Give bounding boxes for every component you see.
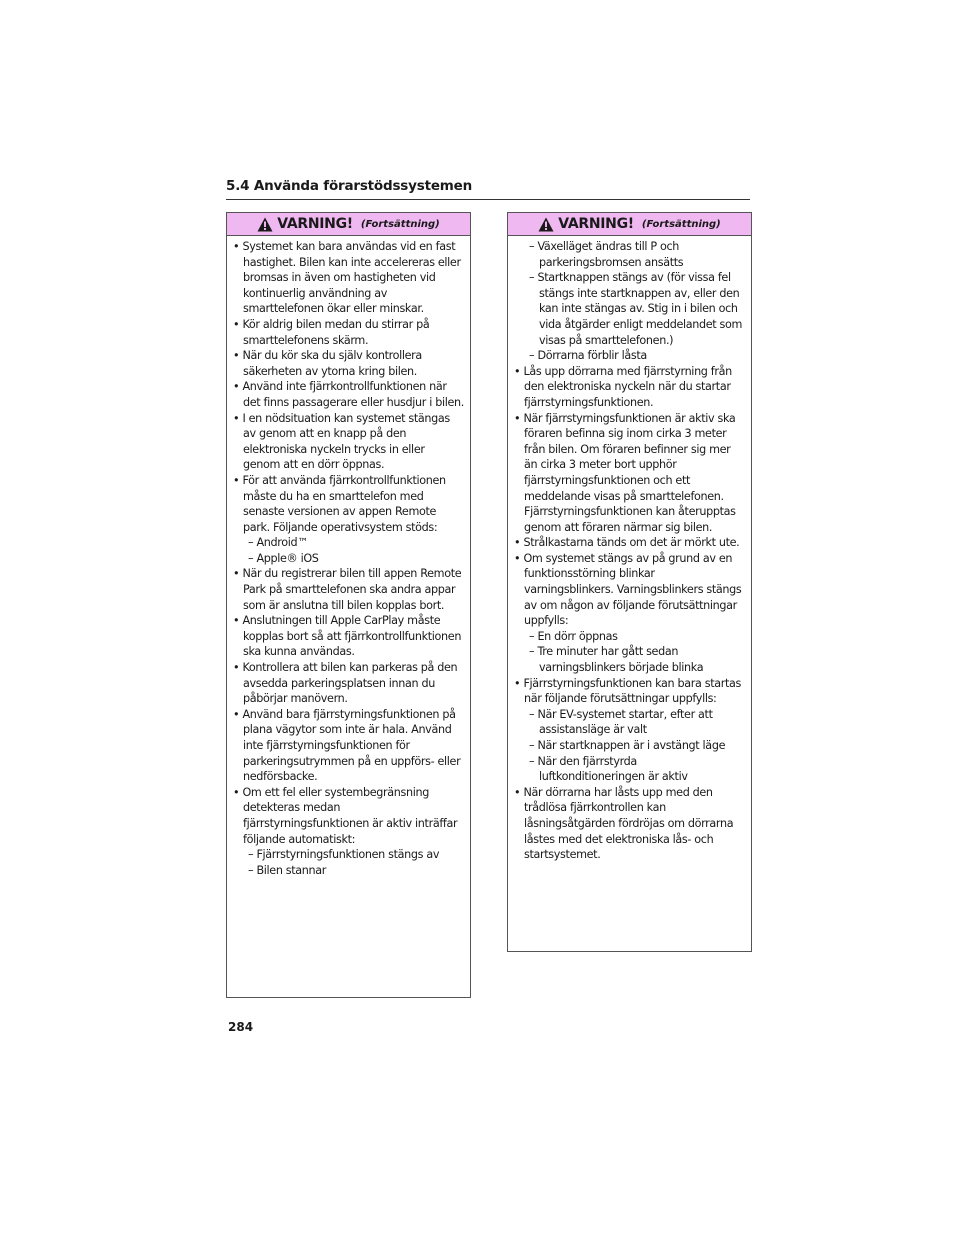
warning-box-right	[507, 212, 752, 952]
bullet-item: • Kör aldrig bilen medan du stirrar på smarttelefonens skärm.	[233, 317, 430, 347]
bullet-item: • När du registrerar bilen till appen Remote Park på smarttelefonen ska andra appar som är anslutna till bilen kopplas bort.	[233, 567, 462, 612]
bullet-item: • Fjärrstyrningsfunktionen kan bara startas när följande förutsättningar uppfylls:	[514, 676, 742, 706]
bullet-item: • Om ett fel eller systembegränsning detekteras medan fjärrstyrningsfunktionen är aktiv inträffar följande automatiskt:	[233, 785, 458, 846]
bullet-item: • Om systemet stängs av på grund av en funktionsstörning blinkar varningsblinkers. Varningsblinkers stängs av om någon av följande förutsättningar uppfylls:	[514, 551, 742, 628]
warning-triangle-icon	[538, 217, 554, 232]
warning-continued: (Fortsättning)	[641, 218, 721, 230]
bullet-item: • Strålkastarna tänds om det är mörkt ute.	[514, 536, 740, 550]
warning-header	[508, 213, 751, 236]
sub-list-item: – Android™	[248, 536, 309, 550]
sub-list-item: – Tre minuter har gått sedan varningsblinkers började blinka	[529, 645, 704, 675]
bullet-item: • När du kör ska du själv kontrollera säkerheten av ytorna kring bilen.	[233, 349, 422, 378]
bullet-item: • Anslutningen till Apple CarPlay måste kopplas bort så att fjärrkontrollfunktionen ska kunna användas.	[233, 614, 462, 659]
sub-list-item: – Bilen stannar	[248, 863, 327, 877]
bullet-item: • Använd inte fjärrkontrollfunktionen när det finns passagerare eller husdjur i bilen.	[233, 380, 464, 409]
bullet-item: • För att använda fjärrkontrollfunktionen måste du ha en smarttelefon med senaste versionen av appen Remote park. Följande operativsystem stöds:	[233, 473, 446, 534]
bullet-item: • När fjärrstyrningsfunktionen är aktiv ska föraren befinna sig inom cirka 3 meter från bilen. Om föraren befinner sig mer än cirka 3 meter bort upphör fjärrstyrningsfunktionen och ett meddelande visas på smarttelefonen. Fjärrstyrningsfunktionen kan återupptas genom att föraren närmar sig bilen.	[514, 411, 736, 534]
sub-list-item: – När startknappen är i avstängt läge	[529, 739, 726, 752]
section-header: 5.4 Använda förarstödssystemen	[226, 178, 750, 200]
sub-list-item: – När den fjärrstyrda luftkonditioneringen är aktiv	[529, 754, 688, 784]
bullet-item: • Lås upp dörrarna med fjärrstyrning från den elektroniska nyckeln när du startar fjärrstyrningsfunktionen.	[514, 364, 732, 409]
bullet-item: • Systemet kan bara användas vid en fast hastighet. Bilen kan inte accelereras eller bromsas in även om hastigheten vid kontinuerlig användning av smarttelefonen ökar eller minskar.	[233, 240, 461, 316]
sub-list-item: – Fjärrstyrningsfunktionen stängs av	[248, 848, 440, 862]
warning-body-left	[227, 236, 470, 878]
sub-list-item: – När EV-systemet startar, efter att assistansläge är valt	[529, 707, 713, 737]
bullet-item: • Använd bara fjärrstyrningsfunktionen på plana vägytor som inte är hala. Använd inte fjärrstyrningsfunktionen för parkeringsutrymmen på en uppförs- eller nedförsbacke.	[233, 707, 461, 784]
warning-title: VARNING!	[277, 216, 353, 232]
sub-list-item: – Dörrarna förblir låsta	[529, 349, 647, 363]
bullet-item: • I en nödsituation kan systemet stängas av genom att en knapp på den elektroniska nyckeln trycks in eller genom att en dörr öppnas.	[233, 411, 450, 472]
sub-list-item: – Apple® iOS	[248, 551, 319, 565]
sub-list-item: – En dörr öppnas	[529, 629, 618, 643]
warning-triangle-icon	[257, 217, 273, 232]
bullet-item: • När dörrarna har låsts upp med den trådlösa fjärrkontrollen kan låsningsåtgärden fördröjas om dörrarna låstes med det elektroniska lås- och startsystemet.	[514, 785, 734, 862]
warning-title: VARNING!	[558, 216, 634, 232]
page-number: 284	[228, 1020, 254, 1034]
sub-list-item: – Startknappen stängs av (för vissa fel stängs inte startknappen av, eller den kan inte stängas av. Stig in i bilen och vida åtgärder enligt meddelandet som visas på smarttelefonen.)	[529, 271, 743, 347]
warning-continued: (Fortsättning)	[360, 218, 440, 230]
warning-body-right	[508, 236, 751, 863]
bullet-item: • Kontrollera att bilen kan parkeras på den avsedda parkeringsplatsen innan du påbörjar manövern.	[233, 661, 458, 706]
warning-header	[227, 213, 470, 236]
sub-list-item: – Växelläget ändras till P och parkeringsbromsen ansätts	[529, 240, 684, 269]
warning-box-left	[226, 212, 471, 998]
